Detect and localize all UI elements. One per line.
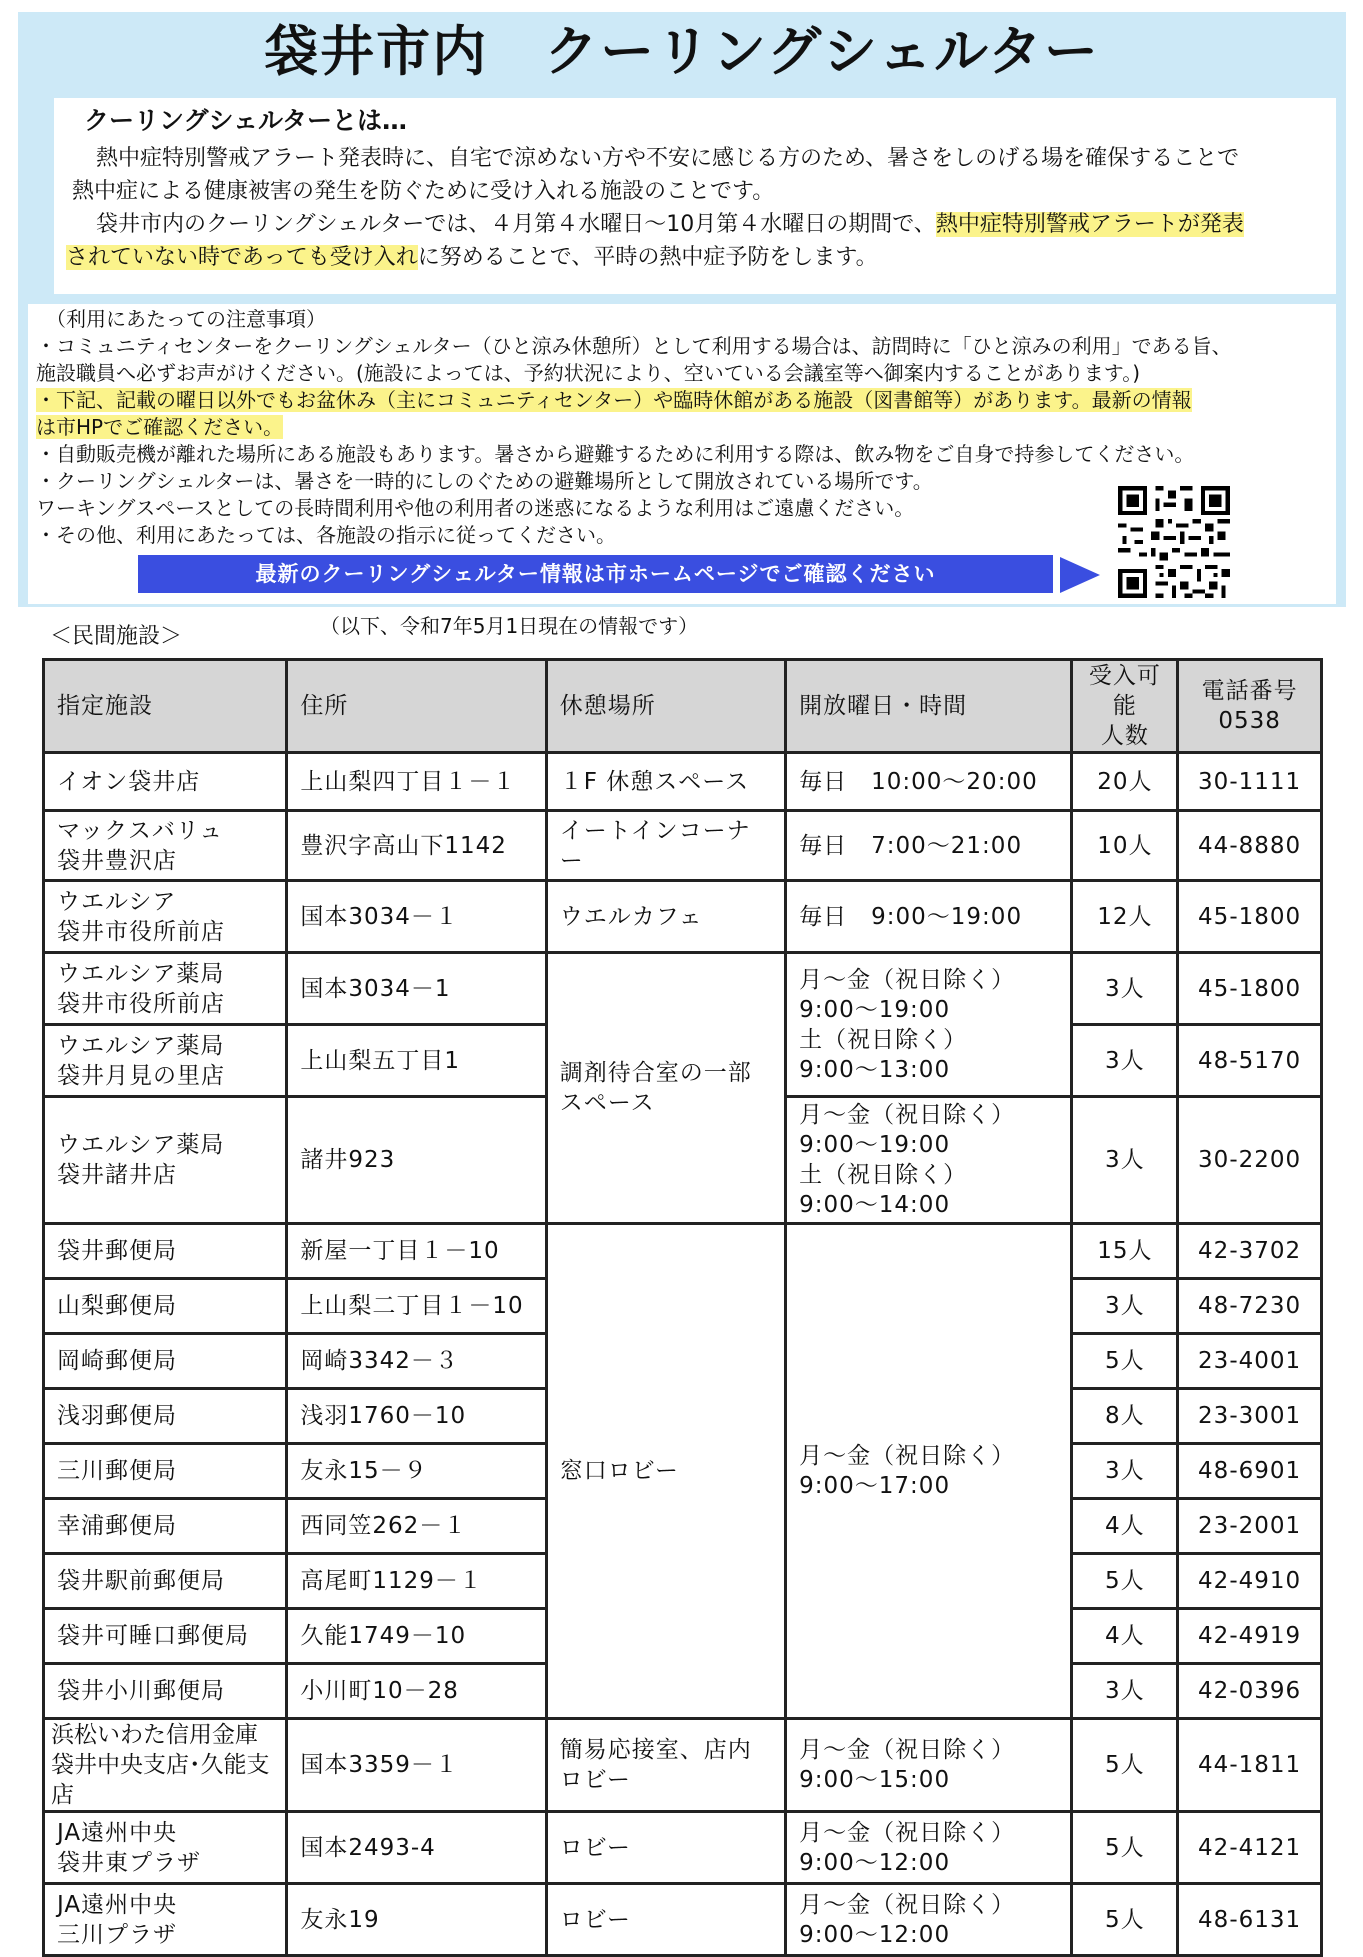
- cell-hours: 月～金（祝日除く） 9:00～19:00 土（祝日除く） 9:00～14:00: [786, 1097, 1072, 1224]
- cell-facility: 山梨郵便局: [44, 1279, 287, 1334]
- table-row: [44, 811, 1322, 881]
- cell-capacity: 3人: [1072, 953, 1178, 1025]
- intro-box: [54, 98, 1336, 294]
- cell-phone: 48-5170: [1178, 1025, 1322, 1097]
- intro-line-1: 熱中症特別警戒アラート発表時に、自宅で涼めない方や不安に感じる方のため、暑さをしのげる場を確保することで: [96, 146, 1240, 171]
- intro-heading: クーリングシェルターとは…: [84, 106, 408, 135]
- cell-phone: 48-6131: [1178, 1884, 1322, 1956]
- cell-address: 友永19: [287, 1884, 546, 1956]
- table-row: [44, 1812, 1322, 1884]
- cell-address: 久能1749－10: [287, 1609, 546, 1664]
- cell-phone: 42-4919: [1178, 1609, 1322, 1664]
- header-capacity: 受入可能 人数: [1072, 660, 1178, 753]
- cell-address: 国本3359－１: [287, 1719, 546, 1812]
- cell-phone: 45-1800: [1178, 881, 1322, 953]
- cell-capacity: 5人: [1072, 1719, 1178, 1812]
- header-rest-area: 休憩場所: [546, 660, 785, 753]
- section-label: ＜民間施設＞: [50, 624, 183, 649]
- intro-line-4-highlight: されていない時であっても受け入れ: [66, 245, 418, 270]
- table-row: [44, 953, 1322, 1025]
- cell-phone: 23-4001: [1178, 1334, 1322, 1389]
- cell-address: 豊沢字高山下1142: [287, 811, 546, 881]
- cell-phone: 30-1111: [1178, 753, 1322, 811]
- triangle-right-icon: [1060, 557, 1100, 593]
- header-hours: 開放曜日・時間: [786, 660, 1072, 753]
- cell-facility: 浜松いわた信用金庫 袋井中央支店･久能支店: [44, 1719, 287, 1812]
- note-2b: [36, 414, 283, 441]
- intro-line-3: [96, 208, 1244, 241]
- cell-capacity: 5人: [1072, 1812, 1178, 1884]
- cell-address: 小川町10－28: [287, 1664, 546, 1719]
- cell-phone: 44-8880: [1178, 811, 1322, 881]
- cell-phone: 48-6901: [1178, 1444, 1322, 1499]
- cell-rest-area: ロビー: [546, 1812, 785, 1884]
- cell-capacity: 12人: [1072, 881, 1178, 953]
- cell-capacity: 15人: [1072, 1224, 1178, 1279]
- cell-phone: 42-3702: [1178, 1224, 1322, 1279]
- page-title: 袋井市内 クーリングシェルター: [264, 20, 1100, 83]
- cell-rest-area: 簡易応接室、店内 ロビー: [546, 1719, 785, 1812]
- intro-line-4-plain: に努めることで、平時の熱中症予防をします。: [417, 245, 878, 270]
- cell-facility: 幸浦郵便局: [44, 1499, 287, 1554]
- cell-address: 上山梨五丁目1: [287, 1025, 546, 1097]
- table-row: [44, 881, 1322, 953]
- cell-phone: 23-2001: [1178, 1499, 1322, 1554]
- cell-capacity: 3人: [1072, 1444, 1178, 1499]
- cell-phone: 48-7230: [1178, 1279, 1322, 1334]
- cell-capacity: 5人: [1072, 1554, 1178, 1609]
- cell-capacity: 3人: [1072, 1097, 1178, 1224]
- cell-capacity: 3人: [1072, 1279, 1178, 1334]
- cell-address: 新屋一丁目１－10: [287, 1224, 546, 1279]
- cell-hours: 月～金（祝日除く） 9:00～17:00: [786, 1224, 1072, 1719]
- cell-facility: 浅羽郵便局: [44, 1389, 287, 1444]
- note-2b-highlight: は市HPでご確認ください。: [36, 415, 284, 439]
- cell-capacity: 10人: [1072, 811, 1178, 881]
- table-row: [44, 1719, 1322, 1812]
- note-4b: ワーキングスペースとしての長時間利用や他の利用者の迷惑になるような利用はご遠慮ください。: [36, 496, 915, 520]
- qr-code-icon[interactable]: [1114, 482, 1234, 602]
- cell-hours: 月～金（祝日除く） 9:00～15:00: [786, 1719, 1072, 1812]
- intro-line-2: 熱中症による健康被害の発生を防ぐために受け入れる施設のことです。: [72, 179, 775, 204]
- note-2a-highlight: ・下記、記載の曜日以外でもお盆休み（主にコミュニティセンター）や臨時休館がある施設（図書館等）があります。最新の情報: [36, 388, 1192, 412]
- cell-facility: JA遠州中央 袋井東プラザ: [44, 1812, 287, 1884]
- table-row: [44, 1884, 1322, 1956]
- cell-hours: 毎日 9:00～19:00: [786, 881, 1072, 953]
- cell-phone: 30-2200: [1178, 1097, 1322, 1224]
- cell-address: 国本3034－1: [287, 953, 546, 1025]
- note-3: ・自動販売機が離れた場所にある施設もあります。暑さから避難するために利用する際は、飲み物をご自身で持参してください。: [36, 442, 1195, 466]
- as-of-note: （以下、令和7年5月1日現在の情報です）: [320, 614, 699, 638]
- notes-heading: （利用にあたっての注意事項）: [46, 307, 326, 331]
- cell-capacity: 4人: [1072, 1499, 1178, 1554]
- header-facility: 指定施設: [44, 660, 287, 753]
- cell-phone: 42-4121: [1178, 1812, 1322, 1884]
- cell-facility: ウエルシア薬局 袋井市役所前店: [44, 953, 287, 1025]
- cell-rest-area: 窓口ロビー: [546, 1224, 785, 1719]
- table-header-row: [44, 660, 1322, 753]
- cell-rest-area: イートインコーナー: [546, 811, 785, 881]
- intro-line-3-highlight: 熱中症特別警戒アラートが発表: [935, 212, 1244, 237]
- cell-hours: 月～金（祝日除く） 9:00～12:00: [786, 1812, 1072, 1884]
- cell-facility: イオン袋井店: [44, 753, 287, 811]
- cell-address: 国本2493-4: [287, 1812, 546, 1884]
- note-1b: 施設職員へ必ずお声がけください。(施設によっては、予約状況により、空いている会議室等へ御案内することがあります。): [36, 361, 1141, 385]
- cell-hours: 月～金（祝日除く） 9:00～12:00: [786, 1884, 1072, 1956]
- cell-facility: 三川郵便局: [44, 1444, 287, 1499]
- cell-address: 浅羽1760－10: [287, 1389, 546, 1444]
- cell-address: 上山梨四丁目１－１: [287, 753, 546, 811]
- cell-capacity: 20人: [1072, 753, 1178, 811]
- cell-capacity: 3人: [1072, 1664, 1178, 1719]
- cell-rest-area: ウエルカフェ: [546, 881, 785, 953]
- cell-phone: 42-4910: [1178, 1554, 1322, 1609]
- cell-rest-area: 調剤待合室の一部 スペース: [546, 953, 785, 1224]
- cell-phone: 42-0396: [1178, 1664, 1322, 1719]
- cell-facility: JA遠州中央 三川プラザ: [44, 1884, 287, 1956]
- cell-capacity: 4人: [1072, 1609, 1178, 1664]
- cell-facility: 袋井郵便局: [44, 1224, 287, 1279]
- table-row: [44, 753, 1322, 811]
- cell-phone: 45-1800: [1178, 953, 1322, 1025]
- cell-capacity: 5人: [1072, 1334, 1178, 1389]
- cell-capacity: 8人: [1072, 1389, 1178, 1444]
- note-5: ・その他、利用にあたっては、各施設の指示に従ってください。: [36, 523, 616, 547]
- cell-address: 高尾町1129－１: [287, 1554, 546, 1609]
- table-row: [44, 1224, 1322, 1279]
- cell-rest-area: １F 休憩スペース: [546, 753, 785, 811]
- cell-facility: 袋井小川郵便局: [44, 1664, 287, 1719]
- top-panel: [18, 12, 1346, 607]
- intro-line-3-plain: 袋井市内のクーリングシェルターでは、４月第４水曜日～10月第４水曜日の期間で、: [96, 212, 936, 237]
- cell-hours: 毎日 10:00～20:00: [786, 753, 1072, 811]
- cell-address: 友永15－９: [287, 1444, 546, 1499]
- header-address: 住所: [287, 660, 546, 753]
- note-2a: [36, 387, 1192, 414]
- note-4a: ・クーリングシェルターは、暑さを一時的にしのぐための避難場所として開放されている場所です。: [36, 469, 933, 493]
- cell-capacity: 3人: [1072, 1025, 1178, 1097]
- cell-address: 西同笠262－１: [287, 1499, 546, 1554]
- note-1a: ・コミュニティセンターをクーリングシェルター（ひと涼み休憩所）として利用する場合は、訪問時に「ひと涼みの利用」である旨、: [36, 334, 1232, 358]
- cell-facility: ウエルシア薬局 袋井諸井店: [44, 1097, 287, 1224]
- facility-table: [42, 658, 1323, 1957]
- cell-hours: 月～金（祝日除く） 9:00～19:00 土（祝日除く） 9:00～13:00: [786, 953, 1072, 1097]
- cell-facility: 岡崎郵便局: [44, 1334, 287, 1389]
- cell-phone: 23-3001: [1178, 1389, 1322, 1444]
- qr-code-graphic: [1114, 482, 1234, 602]
- cell-address: 岡崎3342－３: [287, 1334, 546, 1389]
- cell-facility: ウエルシア 袋井市役所前店: [44, 881, 287, 953]
- cell-facility: マックスバリュ 袋井豊沢店: [44, 811, 287, 881]
- header-phone: 電話番号 0538: [1178, 660, 1322, 753]
- cell-facility: 袋井駅前郵便局: [44, 1554, 287, 1609]
- cell-address: 上山梨二丁目１－10: [287, 1279, 546, 1334]
- cell-capacity: 5人: [1072, 1884, 1178, 1956]
- cell-address: 諸井923: [287, 1097, 546, 1224]
- cell-address: 国本3034－１: [287, 881, 546, 953]
- intro-line-4: [66, 241, 878, 274]
- cell-hours: 毎日 7:00～21:00: [786, 811, 1072, 881]
- cell-rest-area: ロビー: [546, 1884, 785, 1956]
- cell-facility: ウエルシア薬局 袋井月見の里店: [44, 1025, 287, 1097]
- cell-phone: 44-1811: [1178, 1719, 1322, 1812]
- homepage-banner[interactable]: 最新のクーリングシェルター情報は市ホームページでご確認ください: [138, 555, 1053, 593]
- cell-facility: 袋井可睡口郵便局: [44, 1609, 287, 1664]
